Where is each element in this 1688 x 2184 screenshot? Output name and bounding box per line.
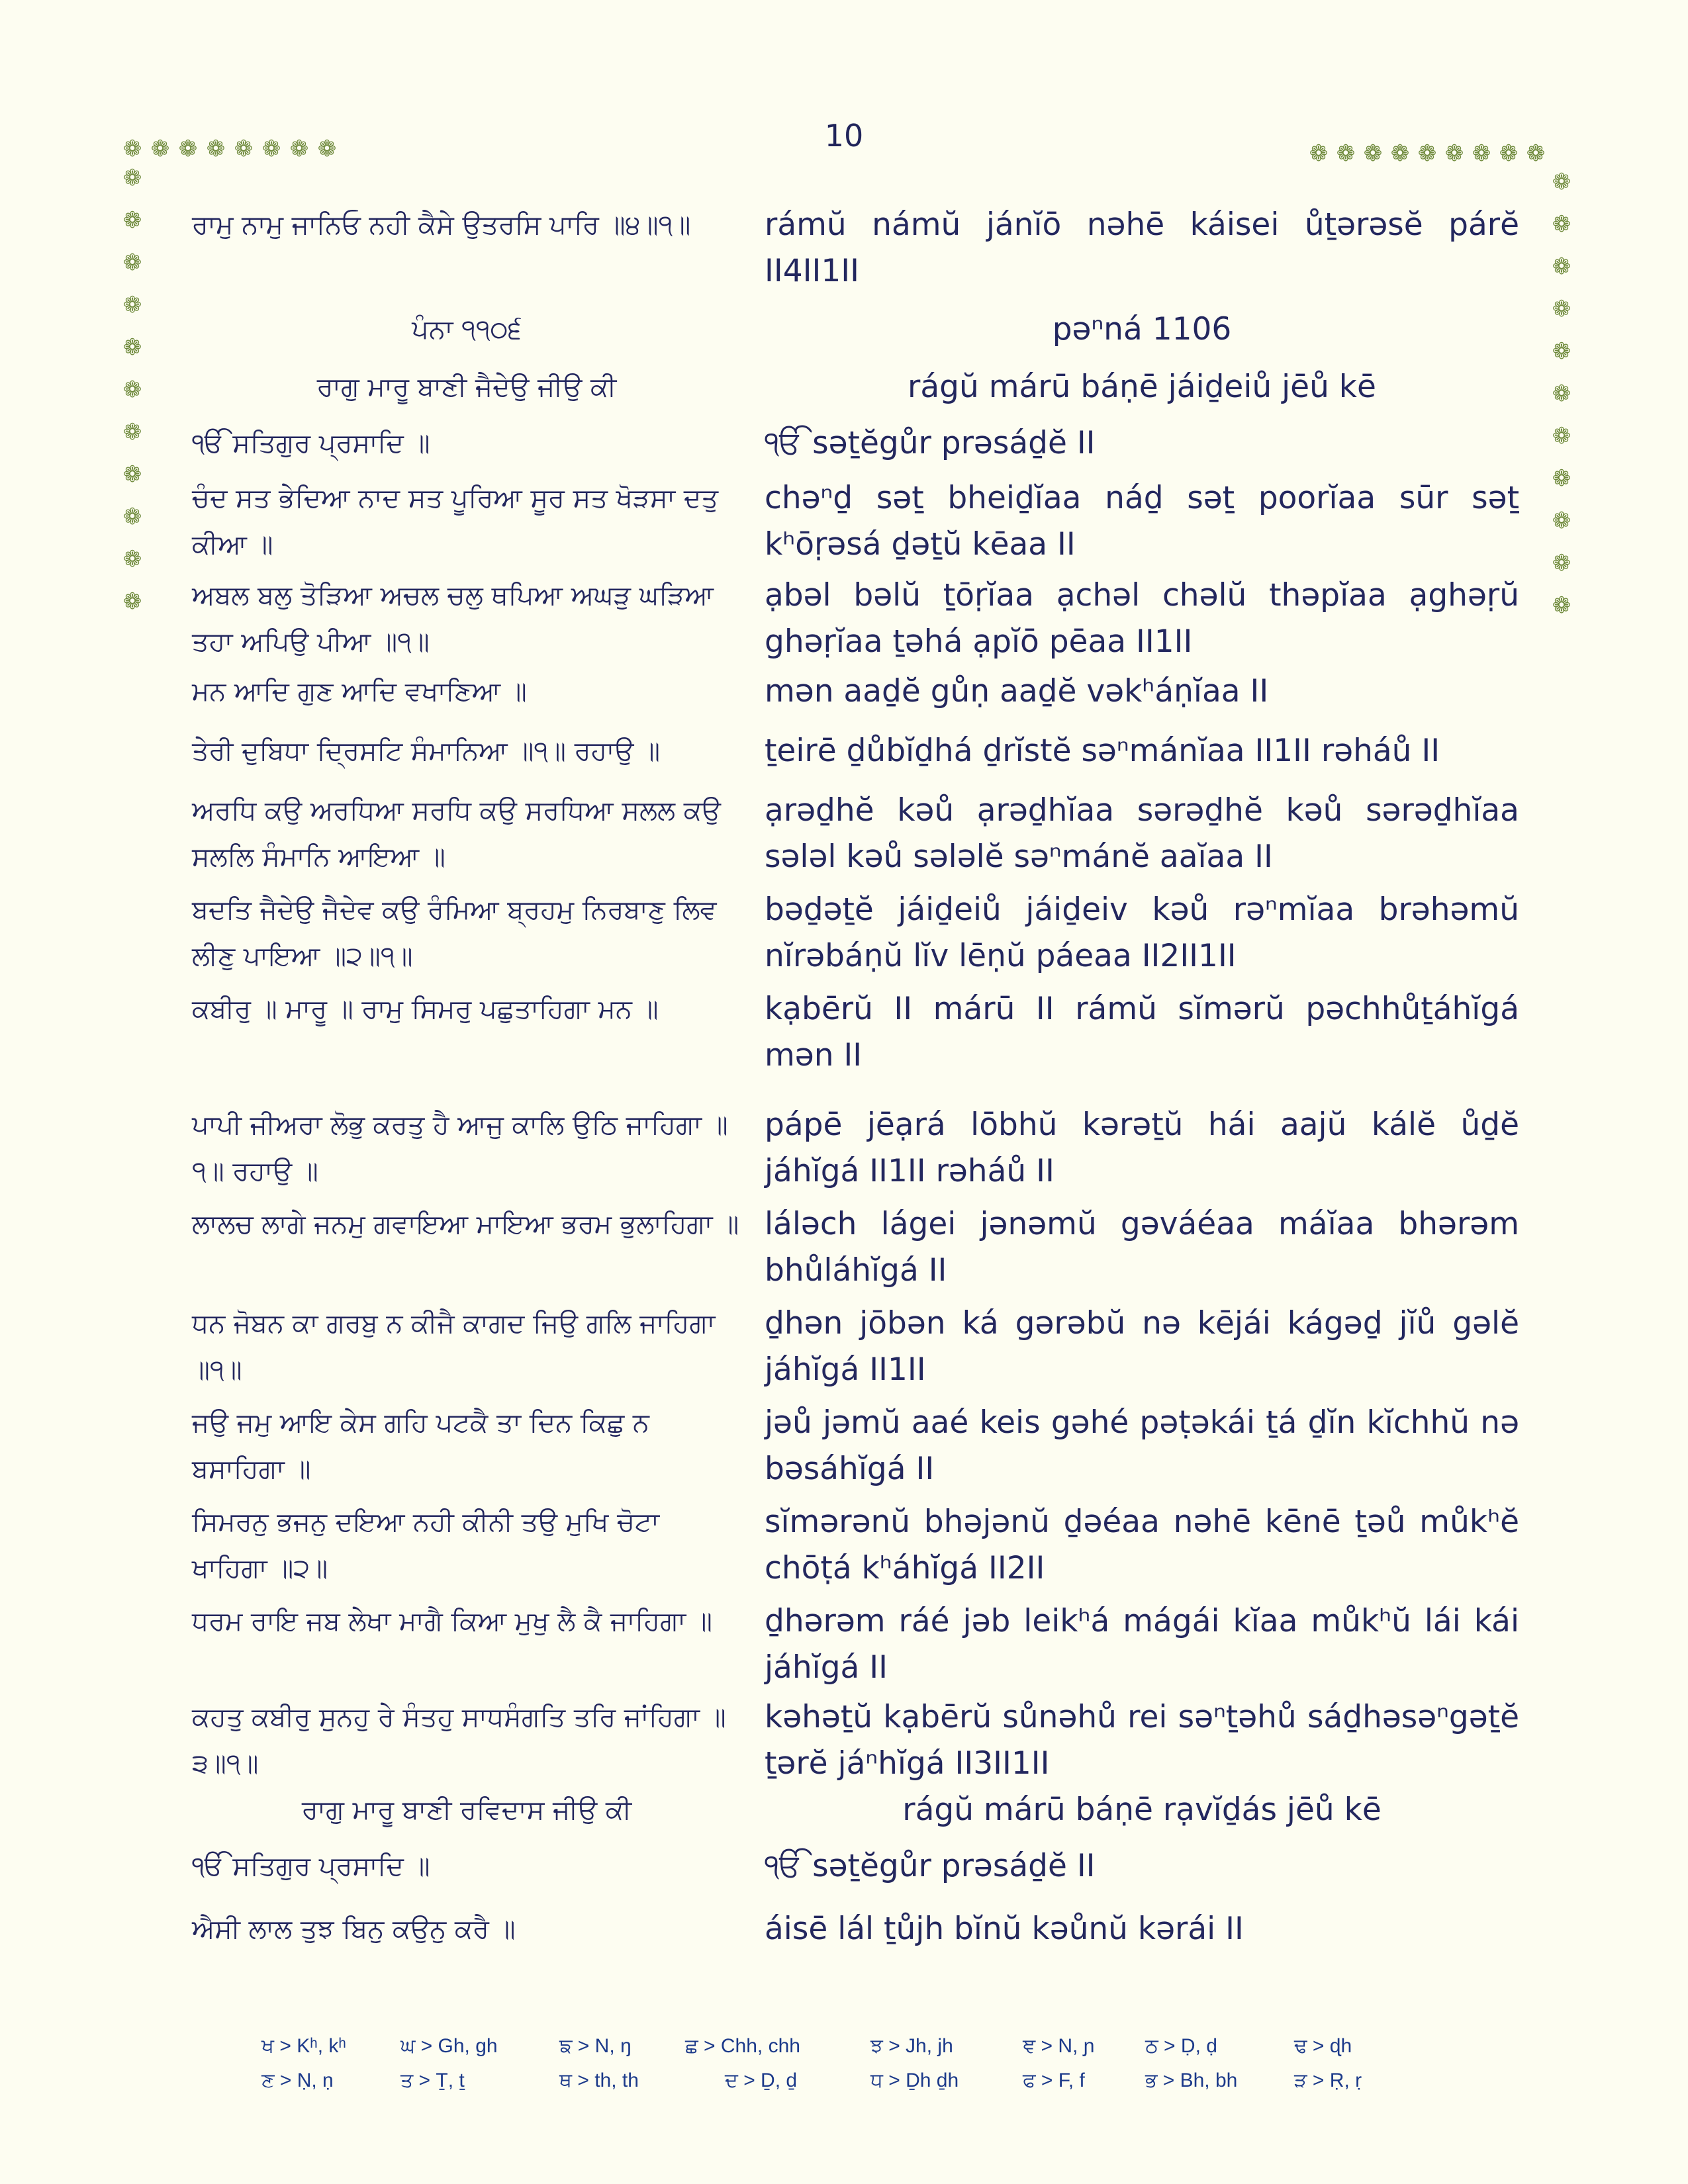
transliteration-text: rágŭ márū báṇē rạvĭḏás jēů kē (902, 1792, 1382, 1828)
flower-icon: ❁ (1363, 140, 1383, 167)
gurmukhi-text: ਚੰਦ ਸਤ ਭੇਦਿਆ ਨਾਦ ਸਤ ਪੂਰਿਆ ਸੂਰ ਸਤ ਖੋੜਸਾ ਦਤੁ ਕੀਆ ॥ (192, 483, 718, 560)
gurmukhi-text: ਰਾਗੁ ਮਾਰੂ ਬਾਣੀ ਜੈਦੇਉ ਜੀਉ ਕੀ (316, 372, 617, 402)
flower-icon: ❁ (1552, 592, 1571, 619)
transliteration-text: ṯeirē ḏůbĭḏhá ḏrĭstĕ səⁿmánĭaa II1II rəháů II (765, 733, 1440, 769)
flower-icon: ❁ (1526, 140, 1546, 167)
gurmukhi-text: ਤੇਰੀ ਦੁਬਿਧਾ ਦ੍ਰਿਸਟਿ ਸੰਮਾਨਿਆ ॥੧॥ ਰਹਾਉ ॥ (192, 736, 661, 766)
flower-icon: ❁ (178, 136, 198, 162)
flower-icon: ❁ (1472, 140, 1491, 167)
flower-icon: ❁ (122, 136, 142, 162)
flower-icon: ❁ (122, 546, 142, 572)
flower-icon: ❁ (289, 136, 309, 162)
transliteration-text: kạbērŭ II márū II rámŭ sĭmərŭ pəchhůṯáhĭgá mən II (765, 991, 1519, 1073)
legend-entry: ਤ > Ṯ, ṯ (400, 2070, 465, 2091)
legend-entry: ਘ > Gh, gh (400, 2035, 498, 2057)
gurmukhi-text: ੴ ਸਤਿਗੁਰ ਪ੍ਰਸਾਦਿ ॥ (192, 1851, 430, 1882)
transliteration-text: láləch lágei jənəmŭ gəváéaa máĭaa bhərəm bhůláhĭgá II (765, 1206, 1519, 1289)
flower-icon: ❁ (1552, 381, 1571, 407)
legend-entry: ਞ > N, ɲ (1023, 2035, 1095, 2057)
transliteration-text: áisē lál ṯůjh bĭnŭ kəůnŭ kərái II (765, 1911, 1244, 1947)
flower-icon: ❁ (122, 588, 142, 615)
transliteration-text: pápē jēạrá lōbhŭ kərəṯŭ hái aajŭ kálĕ ůḏĕ jáhĭgá II1II rəháů II (765, 1107, 1519, 1189)
flower-icon: ❁ (122, 250, 142, 276)
legend-entry: ਢ > ɖh (1294, 2035, 1352, 2057)
transliteration-text: ੴ səṯĕgůr prəsáḏĕ II (765, 425, 1096, 461)
flower-icon: ❁ (122, 292, 142, 318)
flower-icon: ❁ (122, 165, 142, 191)
page-number: 10 (824, 118, 864, 154)
transliteration-text: ੴ səṯĕgůr prəsáḏĕ II (765, 1848, 1096, 1884)
gurmukhi-text: ਪਾਪੀ ਜੀਅਰਾ ਲੋਭੁ ਕਰਤੁ ਹੈ ਆਜੁ ਕਾਲਿ ਉਠਿ ਜਾਹਿਗਾ ॥੧॥ ਰਹਾਉ ॥ (192, 1110, 728, 1187)
gurmukhi-text: ਅਰਧਿ ਕਉ ਅਰਧਿਆ ਸਰਧਿ ਕਉ ਸਰਧਿਆ ਸਲਲ ਕਉ ਸਲਲਿ ਸੰਮਾਨਿ ਆਇਆ ॥ (192, 796, 721, 872)
transliteration-text: ḏhən jōbən ká gərəbŭ nə kējái kágəḏ jĭů gəlĕ jáhĭgá II1II (765, 1305, 1519, 1388)
transliteration-text: rámŭ námŭ jánĭō nəhē káisei ůṯərəsĕ párĕ II4II1II (765, 206, 1519, 289)
gurmukhi-text: ਰਾਗੁ ਮਾਰੂ ਬਾਣੀ ਰਵਿਦਾਸ ਜੀਉ ਕੀ (301, 1795, 632, 1825)
gurmukhi-text: ਐਸੀ ਲਾਲ ਤੁਝ ਬਿਨੁ ਕਉਨੁ ਕਰੈ ॥ (192, 1914, 516, 1944)
transliteration-text: ạbəl bəlŭ ṯōṛĭaa ạchəl chəlŭ thəpĭaa ạghəṛŭ ghəṛĭaa ṯəhá ạpĭō pēaa II1II (765, 577, 1519, 660)
gurmukhi-text: ਲਾਲਚ ਲਾਗੇ ਜਨਮੁ ਗਵਾਇਆ ਮਾਇਆ ਭਰਮ ਭੁਲਾਹਿਗਾ ॥ (192, 1209, 739, 1240)
transliteration-text: ạrəḏhĕ kəů ạrəḏhĭaa sərəḏhĕ kəů sərəḏhĭaa sələl kəů sələlĕ səⁿmánĕ aaĭaa II (765, 792, 1519, 875)
flower-icon: ❁ (1552, 423, 1571, 449)
flower-icon: ❁ (261, 136, 281, 162)
legend-entry: ਥ > th, th (559, 2070, 639, 2091)
flower-icon: ❁ (1309, 140, 1329, 167)
flower-icon: ❁ (122, 419, 142, 445)
flower-icon: ❁ (1552, 169, 1571, 195)
transliteration-text: jəů jəmŭ aaé keis gəhé pəṭəkái ṯá ḏĭn kĭchhŭ nə bəsáhĭgá II (765, 1404, 1519, 1487)
flower-icon: ❁ (1552, 296, 1571, 322)
flower-icon: ❁ (1390, 140, 1410, 167)
flower-icon: ❁ (1552, 253, 1571, 280)
flower-icon: ❁ (1417, 140, 1437, 167)
flower-icon: ❁ (317, 136, 337, 162)
flower-icon: ❁ (1552, 338, 1571, 365)
gurmukhi-text: ਪੰਨਾ ੧੧੦੬ (412, 314, 522, 345)
legend-entry: ਖ > Kʰ, kʰ (261, 2035, 346, 2057)
transliteration-text: sĭmərənŭ bhəjənŭ ḏəéaa nəhē kēnē ṯəů můkʰĕ chōṭá kʰáhĭgá II2II (765, 1504, 1519, 1586)
flower-icon: ❁ (122, 461, 142, 488)
gurmukhi-text: ਕਬੀਰੁ ॥ ਮਾਰੂ ॥ ਰਾਮੁ ਸਿਮਰੁ ਪਛੁਤਾਹਿਗਾ ਮਨ ॥ (192, 994, 659, 1024)
transliteration-text: pəⁿná 1106 (1052, 311, 1232, 347)
legend-entry: ਦ > Ḏ, ḏ (725, 2070, 798, 2091)
flower-icon: ❁ (122, 334, 142, 361)
transliteration-text: kəhəṯŭ kạbērŭ sůnəhů rei səⁿṯəhů sáḏhəsəⁿgəṯĕ ṯərĕ jáⁿhĭgá II3II1II (765, 1699, 1519, 1782)
flower-icon: ❁ (206, 136, 226, 162)
flower-icon: ❁ (122, 377, 142, 403)
gurmukhi-text: ਅਬਲ ਬਲੁ ਤੋੜਿਆ ਅਚਲ ਚਲੁ ਥਪਿਆ ਅਘੜੁ ਘੜਿਆ ਤਹਾ ਅਪਿਉ ਪੀਆ ॥੧॥ (192, 580, 714, 657)
flower-icon: ❁ (1552, 465, 1571, 492)
transliteration-text: bəḏəṯĕ jáiḏeiů jáiḏeiv kəů rəⁿmĭaa brəhəmŭ nĭrəbáṇŭ lĭv lēṇŭ páeaa II2II1II (765, 891, 1519, 974)
legend-entry: ੜ > Ṛ, ṛ (1294, 2070, 1362, 2091)
flower-icon: ❁ (122, 207, 142, 234)
legend-entry: ਭ > Bh, bh (1145, 2070, 1238, 2091)
flower-icon: ❁ (122, 504, 142, 530)
legend-entry: ਣ > Ṇ, ṇ (261, 2070, 334, 2091)
transliteration-text: rágŭ márū báṇē jáiḏeiů jēů kē (908, 369, 1376, 405)
gurmukhi-text: ਜਉ ਜਮੁ ਆਇ ਕੇਸ ਗਹਿ ਪਟਕੈ ਤਾ ਦਿਨ ਕਿਛੁ ਨ ਬਸਾਹਿਗਾ ॥ (192, 1408, 649, 1484)
flower-icon: ❁ (1336, 140, 1356, 167)
gurmukhi-text: ਮਨ ਆਦਿ ਗੁਣ ਆਦਿ ਵਖਾਣਿਆ ॥ (192, 676, 527, 707)
legend-entry: ਙ > N, ŋ (559, 2035, 632, 2057)
flower-icon: ❁ (1444, 140, 1464, 167)
gurmukhi-text: ਧਰਮ ਰਾਇ ਜਬ ਲੇਖਾ ਮਾਗੈ ਕਿਆ ਮੁਖੁ ਲੈ ਕੈ ਜਾਹਿਗਾ ॥ (192, 1606, 712, 1637)
transliteration-text: chəⁿḏ səṯ bheiḏĭaa náḏ səṯ poorĭaa sūr səṯ kʰōṛəsá ḏəṯŭ kēaa II (765, 480, 1519, 563)
gurmukhi-text: ਸਿਮਰਨੁ ਭਜਨੁ ਦਇਆ ਨਹੀ ਕੀਨੀ ਤਉ ਮੁਖਿ ਚੋਟਾ ਖਾਹਿਗਾ ॥੨॥ (192, 1507, 660, 1584)
legend-entry: ਝ > Jh, jh (870, 2035, 953, 2057)
legend-entry: ਠ > Ḍ, ḍ (1145, 2035, 1217, 2057)
gurmukhi-text: ਰਾਮੁ ਨਾਮੁ ਜਾਨਿਓ ਨਹੀ ਕੈਸੇ ਉਤਰਸਿ ਪਾਰਿ ॥੪॥੧॥ (192, 210, 691, 240)
gurmukhi-text: ਕਹਤੁ ਕਬੀਰੁ ਸੁਨਹੁ ਰੇ ਸੰਤਹੁ ਸਾਧਸੰਗਤਿ ਤਰਿ ਜਾਂਹਿਗਾ ॥੩॥੧॥ (192, 1702, 726, 1779)
flower-icon: ❁ (1499, 140, 1519, 167)
flower-icon: ❁ (1552, 508, 1571, 534)
gurmukhi-text: ੴ ਸਤਿਗੁਰ ਪ੍ਰਸਾਦਿ ॥ (192, 428, 430, 459)
flower-icon: ❁ (150, 136, 170, 162)
legend-entry: ਛ > Chh, chh (685, 2035, 800, 2057)
flower-icon: ❁ (234, 136, 254, 162)
flower-icon: ❁ (1552, 550, 1571, 576)
legend-entry: ਧ > Ḏh ḏh (870, 2070, 959, 2091)
transliteration-text: ḏhərəm ráé jəb leikʰá mágái kĭaa můkʰŭ lái kái jáhĭgá II (765, 1603, 1519, 1686)
flower-icon: ❁ (1552, 211, 1571, 238)
gurmukhi-text: ਬਦਤਿ ਜੈਦੇਉ ਜੈਦੇਵ ਕਉ ਰੰਮਿਆ ਬ੍ਰਹਮੁ ਨਿਰਬਾਣੁ ਲਿਵ ਲੀਣੁ ਪਾਇਆ ॥੨॥੧॥ (192, 895, 717, 972)
gurmukhi-text: ਧਨ ਜੋਬਨ ਕਾ ਗਰਬੁ ਨ ਕੀਜੈ ਕਾਗਦ ਜਿਉ ਗਲਿ ਜਾਹਿਗਾ ॥੧॥ (192, 1308, 716, 1385)
transliteration-text: mən aaḏĕ gůṇ aaḏĕ vəkʰáṇĭaa II (765, 673, 1269, 709)
legend-entry: ਫ > F, f (1023, 2070, 1085, 2091)
